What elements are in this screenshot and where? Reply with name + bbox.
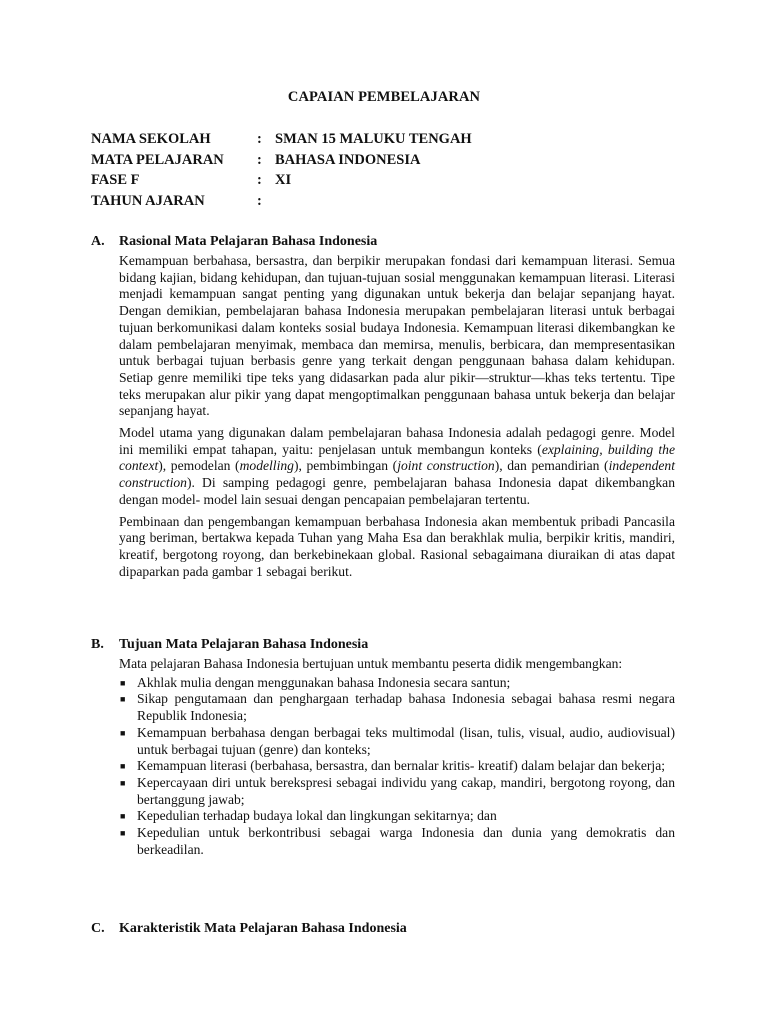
- section-title: Tujuan Mata Pelajaran Bahasa Indonesia: [119, 637, 369, 652]
- info-row-year: [91, 191, 472, 212]
- italic-term: explaining, building the context: [119, 441, 675, 474]
- italic-term: joint construction: [397, 458, 495, 474]
- paragraph: [119, 425, 675, 509]
- section-c-characteristics: [91, 920, 675, 937]
- school-info-table: [91, 129, 472, 211]
- info-colon: :: [257, 131, 262, 147]
- bullet-icon: ■: [120, 677, 126, 688]
- info-label: TAHUN AJARAN: [91, 192, 205, 209]
- list-item: [119, 825, 675, 858]
- info-row-phase: [91, 170, 472, 191]
- section-a-rationale: [91, 233, 675, 585]
- section-b-goals: [91, 636, 675, 858]
- section-letter: A.: [91, 234, 105, 249]
- paragraph: Kemampuan berbahasa, bersastra, dan berpikir merupakan fondasi dari kemampuan literasi. Semua bidang kajian, bidang kehidupan, dan tujuan-tujuan sosial menggunakan kemampuan literasi. Literasi menjadi kemampuan sangat penting yang digunakan untuk bekerja dan belajar sepanjang hayat. Dengan demikian, pembelajaran bahasa Indonesia merupakan pembelajaran literasi untuk berbagai tujuan berkomunikasi dalam konteks sosial budaya Indonesia. Kemampuan literasi dikembangkan ke dalam pembelajaran menyimak, membaca dan memirsa, menulis, berbicara, dan mempresentasikan untuk berbagai tujuan berbasis genre yang terkait dengan penggunaan bahasa dalam kehidupan. Setiap genre memiliki tipe teks yang didasarkan pada alur pikir—struktur—khas teks tertentu. Tipe teks merupakan alur pikir yang dapat mengoptimalkan penggunaan bahasa untuk bekerja dan belajar sepanjang hayat.: [119, 253, 675, 419]
- list-item: [119, 691, 675, 724]
- goals-list: [119, 675, 675, 859]
- text-run: ), pembimbingan (: [293, 458, 398, 474]
- list-item-text: Akhlak mulia dengan menggunakan bahasa Indonesia secara santun;: [137, 674, 511, 690]
- text-run: ), dan pemandirian (: [494, 458, 609, 474]
- section-body: [119, 253, 675, 580]
- text-run: ), pemodelan (: [158, 458, 240, 474]
- list-item-text: Kemampuan berbahasa dengan berbagai teks multimodal (lisan, tulis, visual, audio, audiovisual) untuk berbagai tujuan (genre) dan konteks;: [137, 724, 675, 757]
- section-letter: C.: [91, 921, 105, 936]
- list-item: [119, 725, 675, 758]
- list-item-text: Kepercayaan diri untuk berekspresi sebagai individu yang cakap, mandiri, bergotong royong, dan bertanggung jawab;: [137, 774, 675, 807]
- italic-term: independent construction: [119, 458, 675, 491]
- info-row-school: [91, 129, 472, 150]
- list-item: [119, 775, 675, 808]
- list-item-text: Kepedulian terhadap budaya lokal dan lingkungan sekitarnya; dan: [137, 808, 497, 824]
- section-title: Karakteristik Mata Pelajaran Bahasa Indonesia: [119, 921, 407, 936]
- info-value: XI: [275, 172, 292, 188]
- section-letter: B.: [91, 637, 104, 652]
- info-colon: :: [257, 192, 262, 209]
- bullet-icon: ■: [120, 777, 126, 788]
- text-run: ). Di samping pedagogi genre, pembelajaran bahasa Indonesia dapat dikembangkan dengan model- model lain sesuai dengan pencapaian pembelajaran tertentu.: [119, 475, 675, 507]
- list-item-text: Kepedulian untuk berkontribusi sebagai warga Indonesia dan dunia yang demokratis dan berkeadilan.: [137, 825, 675, 857]
- bullet-icon: ■: [120, 811, 126, 822]
- list-item: [119, 808, 675, 825]
- info-label: FASE F: [91, 172, 140, 188]
- text-run: Model utama yang digunakan dalam pembelajaran bahasa Indonesia adalah pedagogi genre. Model ini memiliki empat tahapan, yaitu: penjelasan untuk membangun konteks (: [119, 425, 675, 457]
- italic-term: modelling: [239, 458, 294, 474]
- bullet-icon: ■: [120, 828, 126, 839]
- info-colon: :: [257, 172, 262, 188]
- bullet-icon: ■: [120, 761, 126, 772]
- bullet-icon: ■: [120, 727, 126, 738]
- paragraph: Mata pelajaran Bahasa Indonesia bertujuan untuk membantu peserta didik mengembangkan:: [119, 656, 623, 671]
- section-title: Rasional Mata Pelajaran Bahasa Indonesia: [119, 234, 378, 249]
- section-heading: [91, 233, 675, 250]
- paragraph: Pembinaan dan pengembangan kemampuan berbahasa Indonesia akan membentuk pribadi Pancasila yang beriman, bertakwa kepada Tuhan yang Maha Esa dan berakhlak mulia, berpikir kritis, mandiri, kreatif, bergotong royong, dan berkebinekaan global. Rasional sebagaimana diuraikan di atas dapat dipaparkan pada gambar 1 sebagai berikut.: [119, 513, 675, 579]
- info-label: NAMA SEKOLAH: [91, 131, 211, 147]
- list-item-text: Kemampuan literasi (berbahasa, bersastra, dan bernalar kritis- kreatif) dalam belajar dan bekerja;: [137, 758, 666, 774]
- info-row-subject: [91, 150, 472, 171]
- info-colon: :: [257, 151, 262, 168]
- info-value: SMAN 15 MALUKU TENGAH: [275, 131, 472, 147]
- bullet-icon: ■: [120, 694, 126, 705]
- section-heading: [91, 920, 675, 937]
- info-value: BAHASA INDONESIA: [275, 151, 421, 168]
- section-heading: [91, 636, 675, 653]
- info-label: MATA PELAJARAN: [91, 151, 224, 168]
- list-item: [119, 675, 675, 692]
- page-title: CAPAIAN PEMBELAJARAN: [287, 89, 481, 105]
- list-item: [119, 758, 675, 775]
- list-item-text: Sikap pengutamaan dan penghargaan terhadap bahasa Indonesia sebagai bahasa resmi negara Republik Indonesia;: [137, 691, 675, 724]
- section-body: [119, 656, 675, 858]
